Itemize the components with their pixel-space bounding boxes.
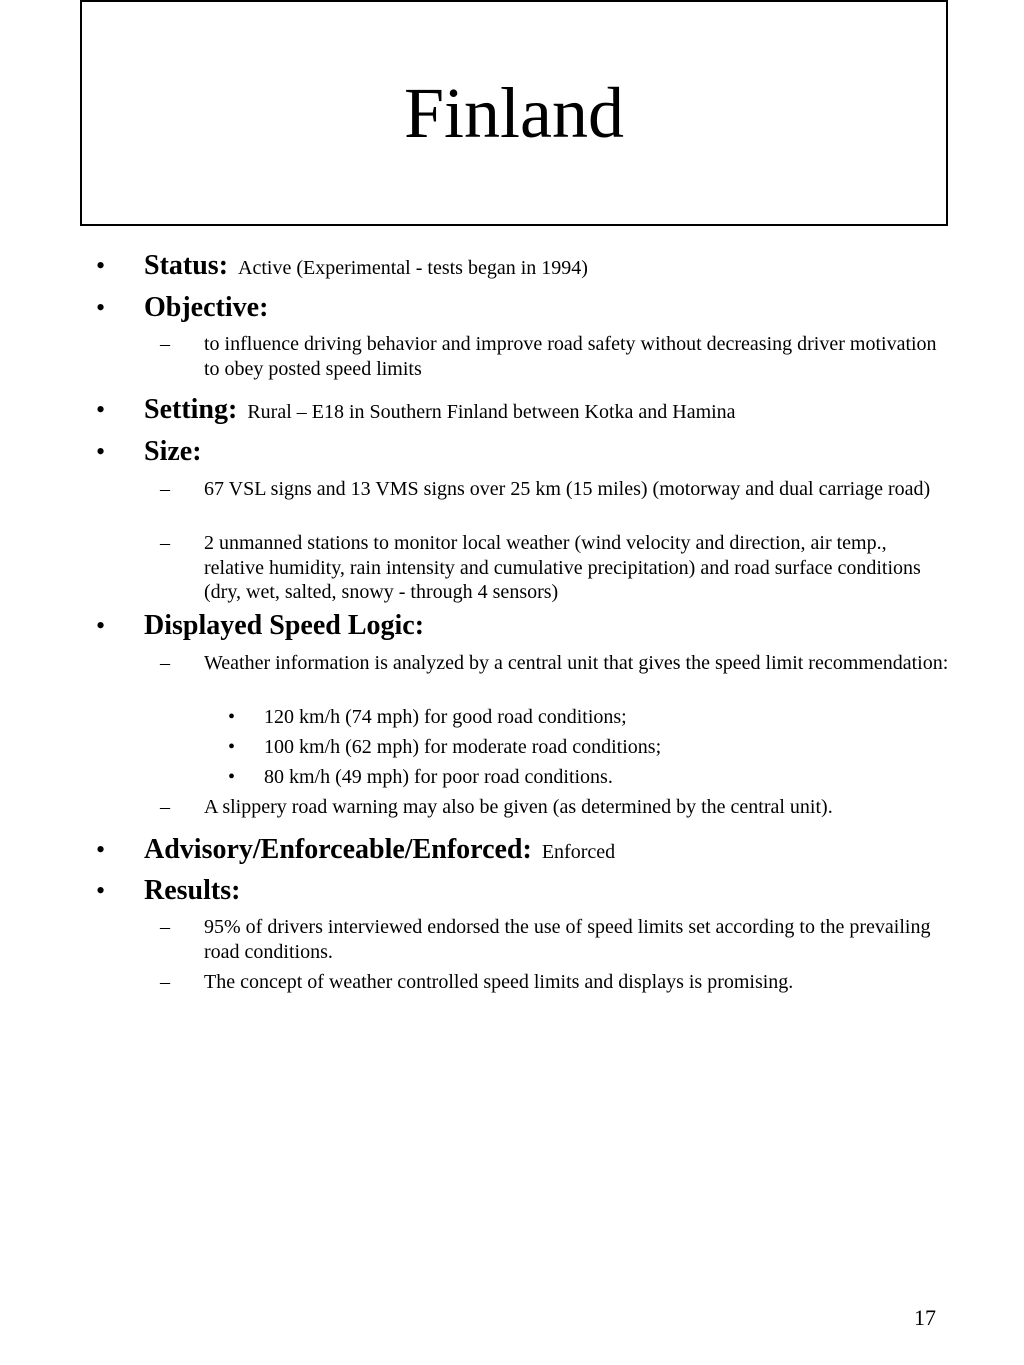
results-heading: Results: bbox=[144, 875, 241, 906]
speed-recommendation-item bbox=[228, 705, 948, 729]
size-text-stations: 2 unmanned stations to monitor local weather (wind velocity and direction, air temp., relative humidity, rain intensity and cumulative precipitation) and road surface conditions (dry, wet, salted, snowy - through 4 sensors) bbox=[204, 532, 921, 603]
speed-poor-text: 80 km/h (49 mph) for poor road conditions. bbox=[264, 766, 613, 788]
title-box bbox=[80, 0, 948, 226]
status-value: Active (Experimental - tests began in 1994) bbox=[238, 257, 588, 279]
dash-icon: – bbox=[160, 652, 170, 674]
bullet-enforcement bbox=[96, 834, 956, 866]
bullet-results bbox=[96, 875, 956, 907]
bullet-setting bbox=[96, 394, 956, 426]
results-concept-text: The concept of weather controlled speed limits and displays is promising. bbox=[204, 971, 794, 993]
bullet-icon: • bbox=[96, 395, 106, 424]
setting-heading: Setting: bbox=[144, 394, 238, 425]
dash-icon: – bbox=[160, 916, 170, 938]
speed-logic-sub-item bbox=[160, 651, 950, 676]
bullet-icon: • bbox=[96, 437, 106, 466]
page-number: 17 bbox=[914, 1305, 936, 1330]
bullet-status bbox=[96, 250, 956, 282]
bullet-icon: • bbox=[96, 293, 106, 322]
bullet-icon: • bbox=[228, 706, 236, 728]
bullet-icon: • bbox=[228, 766, 236, 788]
speed-recommendation-item bbox=[228, 735, 948, 759]
results-survey-text: 95% of drivers interviewed endorsed the use of speed limits set according to the prevailing road conditions. bbox=[204, 916, 931, 963]
bullet-speed-logic bbox=[96, 610, 956, 642]
size-heading: Size: bbox=[144, 436, 202, 467]
speed-logic-text: Weather information is analyzed by a central unit that gives the speed limit recommendation: bbox=[204, 652, 949, 674]
dash-icon: – bbox=[160, 971, 170, 993]
results-sub-item bbox=[160, 970, 950, 995]
slippery-warning-text: A slippery road warning may also be given (as determined by the central unit). bbox=[204, 796, 833, 818]
speed-moderate-text: 100 km/h (62 mph) for moderate road conditions; bbox=[264, 736, 662, 758]
objective-heading: Objective: bbox=[144, 292, 269, 323]
size-sub-item bbox=[160, 531, 950, 605]
bullet-icon: • bbox=[96, 876, 106, 905]
bullet-icon: • bbox=[96, 251, 106, 280]
setting-value: Rural – E18 in Southern Finland between Kotka and Hamina bbox=[247, 401, 736, 423]
size-sub-item bbox=[160, 477, 950, 502]
objective-sub-item bbox=[160, 332, 950, 381]
bullet-icon: • bbox=[228, 736, 236, 758]
status-heading: Status: bbox=[144, 250, 229, 281]
bullet-icon: • bbox=[96, 611, 106, 640]
speed-logic-sub-item bbox=[160, 795, 950, 820]
speed-logic-heading: Displayed Speed Logic: bbox=[144, 610, 425, 641]
speed-recommendation-item bbox=[228, 765, 948, 789]
dash-icon: – bbox=[160, 478, 170, 500]
enforcement-value: Enforced bbox=[541, 841, 616, 863]
bullet-objective bbox=[96, 292, 956, 324]
dash-icon: – bbox=[160, 333, 170, 355]
dash-icon: – bbox=[160, 796, 170, 818]
dash-icon: – bbox=[160, 532, 170, 554]
results-sub-item bbox=[160, 915, 950, 964]
bullet-icon: • bbox=[96, 835, 106, 864]
bullet-size bbox=[96, 436, 956, 468]
speed-good-text: 120 km/h (74 mph) for good road conditions; bbox=[264, 706, 627, 728]
size-text-signs: 67 VSL signs and 13 VMS signs over 25 km (15 miles) (motorway and dual carriage road) bbox=[204, 478, 931, 500]
objective-text: to influence driving behavior and improve road safety without decreasing driver motivation to obey posted speed limits bbox=[204, 333, 937, 380]
enforcement-heading: Advisory/Enforceable/Enforced: bbox=[144, 834, 532, 865]
slide-title: Finland bbox=[403, 73, 624, 153]
